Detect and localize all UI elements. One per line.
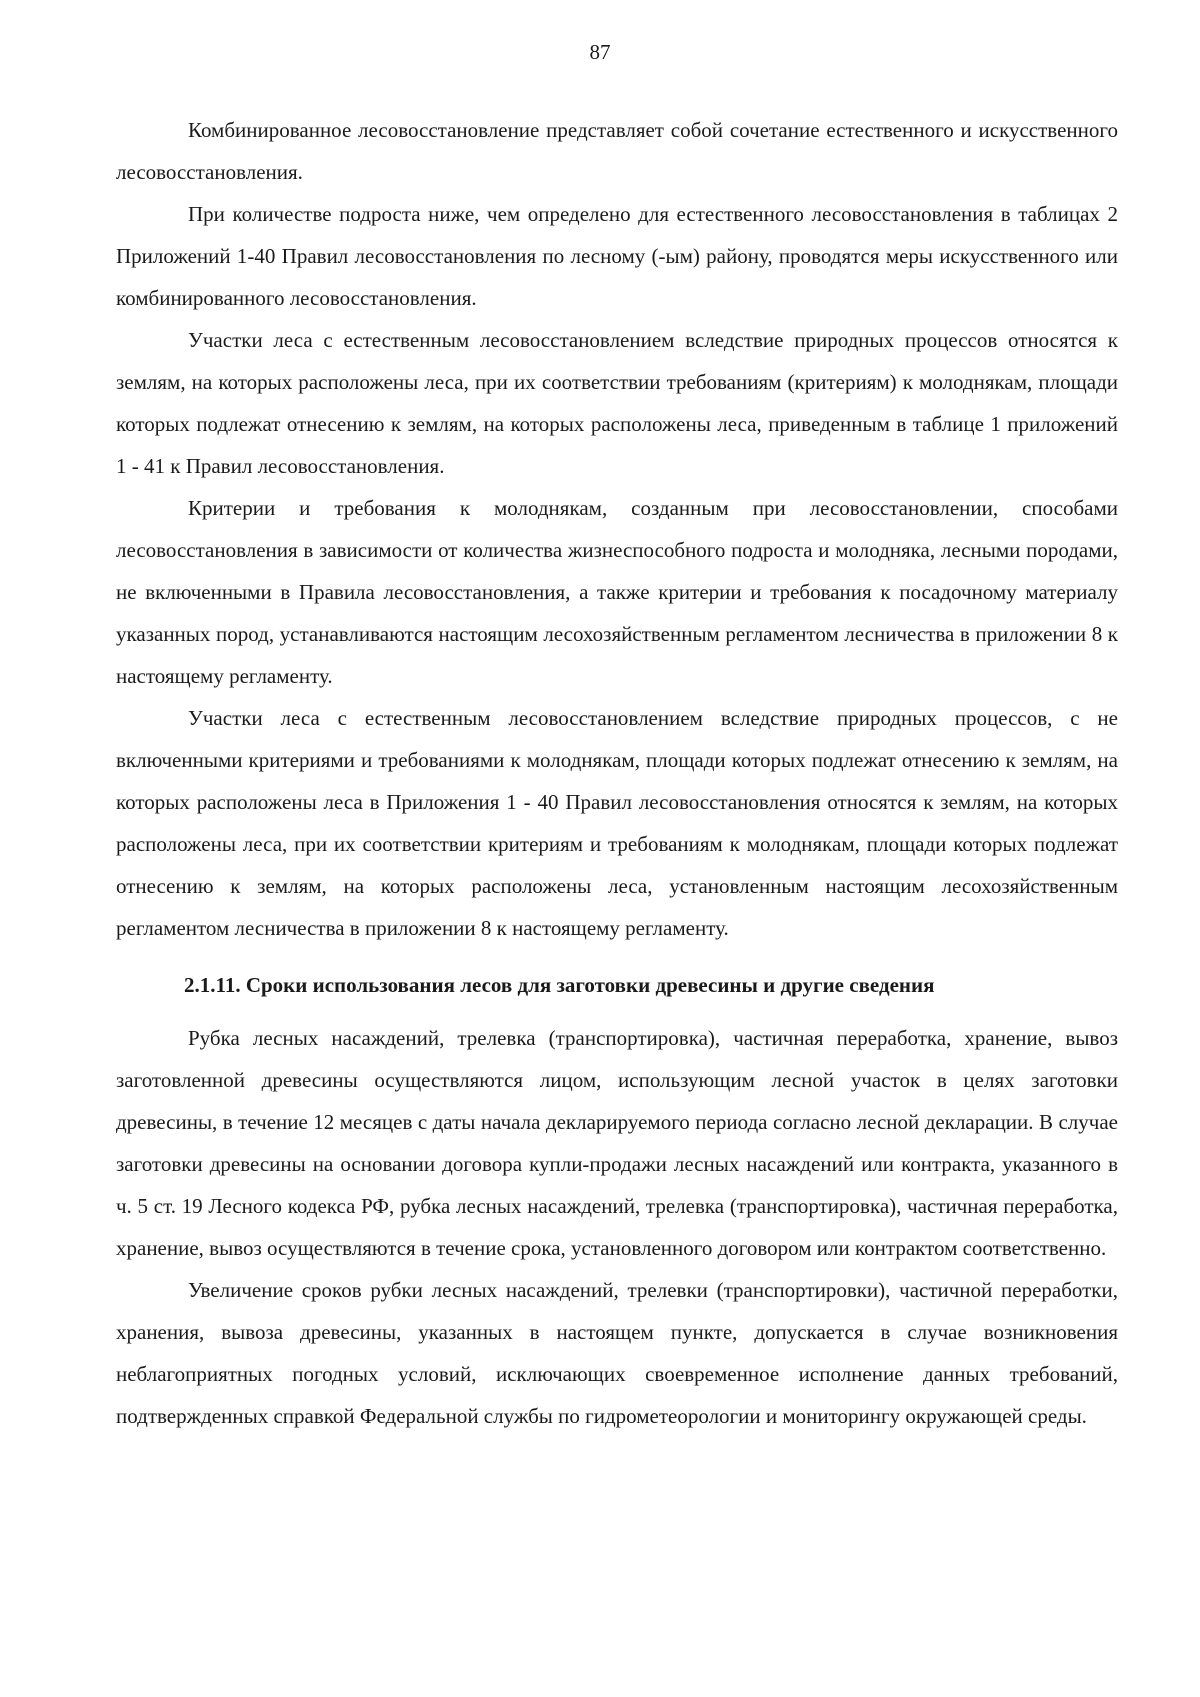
- paragraph-natural-restoration-lands: Участки леса с естественным лесовосстановлением вследствие природных процессов относятся к землям, на которых расположены леса, при их соответствии требованиям (критериям) к молоднякам, площади которых подлежат отнесению к землям, на которых расположены леса, приведенным в таблице 1 приложений 1 - 41 к Правил лесовосстановления.: [116, 328, 1118, 478]
- paragraph-criteria-requirements: Критерии и требования к молоднякам, созданным при лесовосстановлении, способами лесовосстановления в зависимости от количества жизнеспособного подроста и молодняка, лесными породами, не включенными в Правила лесовосстановления, а также критерии и требования к посадочному материалу указанных пород, устанавливаются настоящим лесохозяйственным регламентом лесничества в приложении 8 к настоящему регламенту.: [116, 496, 1118, 688]
- paragraph-logging-terms: Рубка лесных насаждений, трелевка (транспортировка), частичная переработка, хранение, вывоз заготовленной древесины осуществляются лицом, использующим лесной участок в целях заготовки древесины, в течение 12 месяцев с даты начала декларируемого периода согласно лесной декларации. В случае заготовки древесины на основании договора купли-продажи лесных насаждений или контракта, указанного в ч. 5 ст. 19 Лесного кодекса РФ, рубка лесных насаждений, трелевка (транспортировка), частичная переработка, хранение, вывоз осуществляются в течение срока, установленного договором или контрактом соответственно.: [116, 1026, 1118, 1260]
- section-heading: 2.1.11. Сроки использования лесов для заготовки древесины и другие сведения: [184, 973, 935, 997]
- paragraph-undergrowth-quantity: При количестве подроста ниже, чем определено для естественного лесовосстановления в таблицах 2 Приложений 1-40 Правил лесовосстановления по лесному (-ым) району, проводятся меры искусственного или комбинированного лесовосстановления.: [116, 202, 1118, 310]
- document-body: [116, 109, 1118, 1437]
- paragraph-combined-restoration: Комбинированное лесовосстановление представляет собой сочетание естественного и искусственного лесовосстановления.: [116, 118, 1118, 184]
- page-number: 87: [589, 40, 611, 64]
- paragraph-terms-extension: Увеличение сроков рубки лесных насаждений, трелевки (транспортировки), частичной переработки, хранения, вывоза древесины, указанных в настоящем пункте, допускается в случае возникновения неблагоприятных погодных условий, исключающих своевременное исполнение данных требований, подтвержденных справкой Федеральной службы по гидрометеорологии и мониторингу окружающей среды.: [116, 1278, 1118, 1428]
- paragraph-not-included-criteria: Участки леса с естественным лесовосстановлением вследствие природных процессов, с не включенными критериями и требованиями к молоднякам, площади которых подлежат отнесению к землям, на которых расположены леса в Приложения 1 - 40 Правил лесовосстановления относятся к землям, на которых расположены леса, при их соответствии критериям и требованиям к молоднякам, площади которых подлежат отнесению к землям, на которых расположены леса, установленным настоящим лесохозяйственным регламентом лесничества в приложении 8 к настоящему регламенту.: [116, 706, 1118, 940]
